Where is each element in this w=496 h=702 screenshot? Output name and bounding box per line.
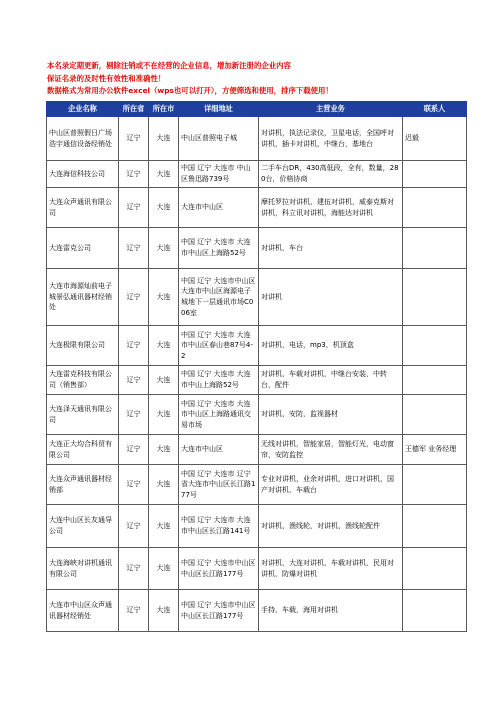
cell-contact bbox=[403, 269, 467, 326]
cell-address: 中国 辽宁 大连市中山区 中山区长江路177号 bbox=[179, 590, 259, 632]
notice-block bbox=[47, 60, 467, 98]
cell-address: 大连市中山区 bbox=[179, 435, 259, 465]
cell-business: 对讲机，电话，mp3，机顶盒 bbox=[259, 326, 403, 366]
cell-city: 大连 bbox=[149, 326, 179, 366]
cell-contact bbox=[403, 228, 467, 269]
header-business: 主营业务 bbox=[259, 102, 403, 117]
cell-province: 辽宁 bbox=[119, 188, 149, 228]
notice-line-2: 保证名录的及时性有效性和准确性！ bbox=[47, 73, 166, 83]
cell-province: 辽宁 bbox=[119, 366, 149, 395]
cell-city: 大连 bbox=[149, 395, 179, 435]
cell-business: 手持，车载，海用对讲机 bbox=[259, 590, 403, 632]
cell-contact bbox=[403, 465, 467, 505]
cell-province: 辽宁 bbox=[119, 395, 149, 435]
cell-company-name: 大连市中山区众声通讯器材经销处 bbox=[47, 590, 119, 632]
table-row bbox=[47, 269, 467, 326]
cell-company-name: 大连雷克科技有限公司（销售部） bbox=[47, 366, 119, 395]
cell-city: 大连 bbox=[149, 548, 179, 590]
table-row bbox=[47, 435, 467, 465]
cell-company-name: 大连众声通讯器材经销部 bbox=[47, 465, 119, 505]
cell-province: 辽宁 bbox=[119, 269, 149, 326]
cell-contact bbox=[403, 188, 467, 228]
cell-business: 对讲机 bbox=[259, 269, 403, 326]
cell-address: 中山区普照电子城 bbox=[179, 117, 259, 161]
cell-company-name: 大连市海源灿前电子城景弘通讯器材经销处 bbox=[47, 269, 119, 326]
cell-city: 大连 bbox=[149, 366, 179, 395]
cell-contact: 迟毅 bbox=[403, 117, 467, 161]
header-province: 所在省 bbox=[119, 102, 149, 117]
cell-business: 对讲机，安防，监视器材 bbox=[259, 395, 403, 435]
cell-address: 中国 辽宁 大连市中山区 大连市中山区海源电子城地下一层通讯市场C006室 bbox=[179, 269, 259, 326]
notice-line-3: 数据格式为常用办公软件excel（wps也可以打开），方便筛选和使用，排序下载使用！ bbox=[47, 86, 333, 96]
cell-company-name: 大连海信科技公司 bbox=[47, 161, 119, 188]
table-row bbox=[47, 366, 467, 395]
cell-company-name: 大连泽天通讯有限公司 bbox=[47, 395, 119, 435]
cell-city: 大连 bbox=[149, 117, 179, 161]
cell-company-name: 中山区普照假日广场浩宇通信设备经销处 bbox=[47, 117, 119, 161]
cell-address: 中国 辽宁 大连市中山区 中山区长江路177号 bbox=[179, 548, 259, 590]
cell-company-name: 大连正大均合科贸有限公司 bbox=[47, 435, 119, 465]
cell-business: 二手车台DR，430高低段，全有，数量，280台，价格协商 bbox=[259, 161, 403, 188]
cell-city: 大连 bbox=[149, 188, 179, 228]
cell-business: 对讲机，大连对讲机，车载对讲机，民用对讲机，防爆对讲机 bbox=[259, 548, 403, 590]
cell-province: 辽宁 bbox=[119, 326, 149, 366]
cell-province: 辽宁 bbox=[119, 590, 149, 632]
header-contact: 联系人 bbox=[403, 102, 467, 117]
table-row bbox=[47, 228, 467, 269]
cell-contact bbox=[403, 505, 467, 548]
table-header bbox=[47, 102, 467, 117]
cell-address: 中国 辽宁 大连市 大连市中山区春山巷87号4-2 bbox=[179, 326, 259, 366]
notice-line-1: 本名录定期更新，剔除注销或不在经营的企业信息，增加新注册的企业内容 bbox=[47, 61, 291, 70]
table-row bbox=[47, 117, 467, 161]
table-row bbox=[47, 465, 467, 505]
table-row bbox=[47, 326, 467, 366]
cell-address: 中国 辽宁 大连市 辽宁省大连市中山区长江路177号 bbox=[179, 465, 259, 505]
cell-business: 对讲机，执法记录仪，卫星电话，全国呼对讲机，插卡对讲机，中继台，基地台 bbox=[259, 117, 403, 161]
cell-city: 大连 bbox=[149, 505, 179, 548]
cell-city: 大连 bbox=[149, 161, 179, 188]
cell-company-name: 大连中山区长友通导公司 bbox=[47, 505, 119, 548]
cell-address: 大连市中山区 bbox=[179, 188, 259, 228]
cell-company-name: 大连海峡对讲机通讯有限公司 bbox=[47, 548, 119, 590]
cell-city: 大连 bbox=[149, 269, 179, 326]
cell-city: 大连 bbox=[149, 590, 179, 632]
cell-business: 摩托罗拉对讲机，建伍对讲机，威泰克斯对讲机，科立讯对讲机，海能达对讲机 bbox=[259, 188, 403, 228]
company-table bbox=[46, 101, 467, 632]
cell-province: 辽宁 bbox=[119, 228, 149, 269]
cell-address: 中国 辽宁 大连市 大连市中山区上海路52号 bbox=[179, 228, 259, 269]
cell-address: 中国 辽宁 大连市 大连市中山区长江路141号 bbox=[179, 505, 259, 548]
cell-company-name: 大连极限有限公司 bbox=[47, 326, 119, 366]
cell-province: 辽宁 bbox=[119, 465, 149, 505]
cell-city: 大连 bbox=[149, 465, 179, 505]
cell-business: 对讲机，渔线轮，对讲机，渔线轮配件 bbox=[259, 505, 403, 548]
header-city: 所在市 bbox=[149, 102, 179, 117]
table-row bbox=[47, 505, 467, 548]
table-row bbox=[47, 548, 467, 590]
cell-company-name: 大连雷克公司 bbox=[47, 228, 119, 269]
cell-contact bbox=[403, 395, 467, 435]
cell-address: 中国 辽宁 大连市 大连市中山上海路52号 bbox=[179, 366, 259, 395]
cell-city: 大连 bbox=[149, 435, 179, 465]
cell-province: 辽宁 bbox=[119, 548, 149, 590]
table-body bbox=[47, 117, 467, 632]
cell-address: 中国 辽宁 大连市 大连市中山区上海路通讯交易市场 bbox=[179, 395, 259, 435]
cell-province: 辽宁 bbox=[119, 505, 149, 548]
cell-contact bbox=[403, 161, 467, 188]
cell-contact bbox=[403, 590, 467, 632]
cell-address: 中国 辽宁 大连市 中山区鲁迅路739号 bbox=[179, 161, 259, 188]
cell-province: 辽宁 bbox=[119, 117, 149, 161]
table-row bbox=[47, 161, 467, 188]
cell-company-name: 大连众声通讯有限公司 bbox=[47, 188, 119, 228]
cell-contact bbox=[403, 366, 467, 395]
cell-contact bbox=[403, 326, 467, 366]
table-row bbox=[47, 188, 467, 228]
cell-business: 专业对讲机，业余对讲机，进口对讲机，国产对讲机，车载台 bbox=[259, 465, 403, 505]
header-company-name: 企业名称 bbox=[47, 102, 119, 117]
cell-contact bbox=[403, 548, 467, 590]
header-row bbox=[47, 102, 467, 117]
cell-contact: 王德军 业务经理 bbox=[403, 435, 467, 465]
header-address: 详细地址 bbox=[179, 102, 259, 117]
cell-province: 辽宁 bbox=[119, 435, 149, 465]
cell-business: 对讲机，车载对讲机，中继台安装，中转台，配件 bbox=[259, 366, 403, 395]
cell-province: 辽宁 bbox=[119, 161, 149, 188]
cell-city: 大连 bbox=[149, 228, 179, 269]
table-row bbox=[47, 395, 467, 435]
cell-business: 无线对讲机，智能家居，智能灯光，电动窗帘，安防监控 bbox=[259, 435, 403, 465]
table-row bbox=[47, 590, 467, 632]
cell-business: 对讲机，车台 bbox=[259, 228, 403, 269]
